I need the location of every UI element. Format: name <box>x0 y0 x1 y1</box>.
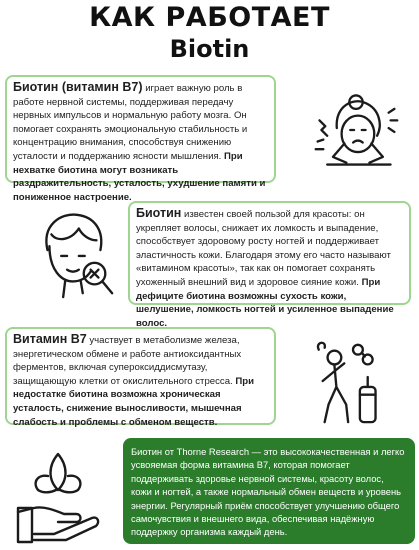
title-line-1: КАК РАБОТАЕТ <box>89 2 330 33</box>
section-3-bold: При недостатке биотина возможна хроническая усталость, снижение выносливости, мышечная слабость и проблемы с обменом веществ. <box>13 375 255 428</box>
section-3-lead: Витамин B7 <box>13 332 87 346</box>
metabolism-card <box>5 327 276 428</box>
thorne-biotin-card <box>123 438 415 544</box>
section-2-bold: При дефиците биотина возможны сухость кожи, шелушение, ломкость ногтей и усиленное выпадение волос. <box>136 276 394 329</box>
section-3-text: участвует в метаболизме железа, энергетическом обмене и работе антиоксидантных ферментов, включая супероксиддисмутазу, защищающую клетки от окислительного стресса. <box>13 335 242 387</box>
section-1-text: играет важную роль в работе нервной системы, поддерживая передачу нервных импульсов и нормальную работу мозга. Он помогает сохранять эмоциональную стабильность и концентрацию внимания, способствуя снижению усталости и поддержанию ясности мышления. <box>13 83 248 162</box>
section-1-lead: Биотин (витамин B7) <box>13 80 143 94</box>
stressed-woman-icon <box>308 82 404 178</box>
nervous-system-card <box>5 75 276 203</box>
beauty-card <box>128 201 411 329</box>
section-1-bold: При нехватке биотина могут возникать раздражительность, усталость, ухудшение памяти и пониженное настроение. <box>13 150 266 203</box>
title-line-2: Biotin <box>169 35 250 63</box>
tired-athlete-icon <box>305 336 403 428</box>
hand-lotus-icon <box>8 448 108 544</box>
section-4-text: Биотин от Thorne Research — это высококачественная и легко усвояемая форма витамина B7, которая помогает поддерживать здоровье нервной системы, красоту волос, кожи и ногтей, а также нормальный обмен веществ и уровень энергии. Регулярный приём способствует улучшению общего самочувствия и внешнего вида, обеспечивая надёжную поддержку организма каждый день. <box>131 446 405 538</box>
section-2-lead: Биотин <box>136 206 182 220</box>
face-magnifier-icon <box>22 205 120 303</box>
section-2-text: известен своей пользой для красоты: он укрепляет волосы, снижает их ломкость и выпадение, способствует здоровому росту ногтей и поддерживает эластичность кожи. Благодаря этому его часто называют «витамином красоты», так как он помогает сохранять ухоженный внешний вид и здоровое сияние кожи. <box>136 209 391 288</box>
page-title <box>0 2 419 64</box>
